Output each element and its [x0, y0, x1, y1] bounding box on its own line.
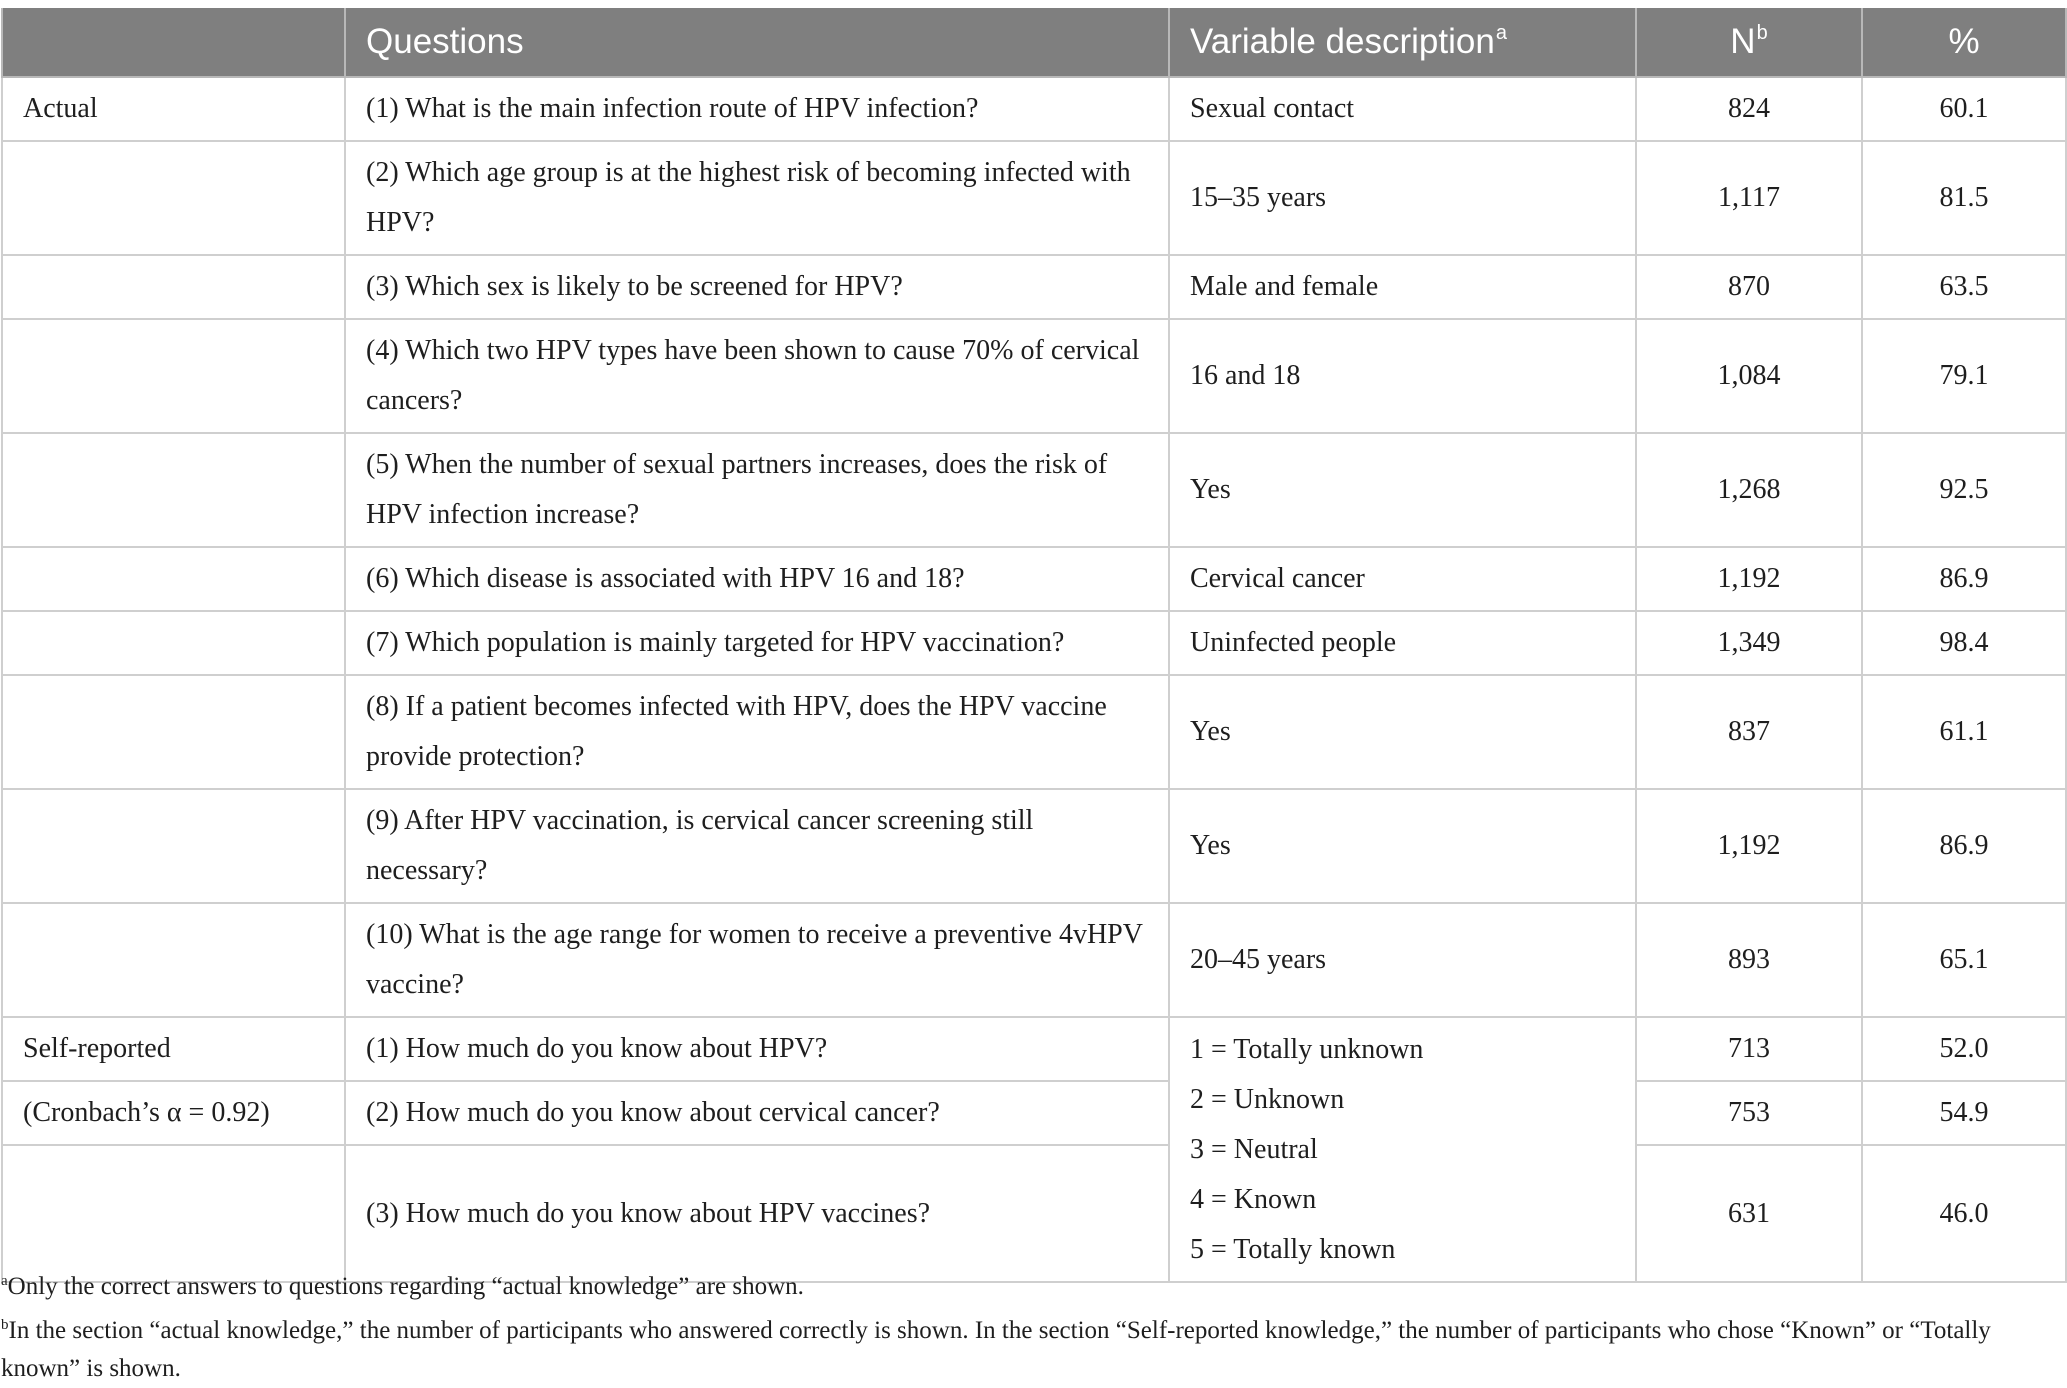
question-cell: (6) Which disease is associated with HPV 16 and 18? — [345, 547, 1169, 611]
answer-cell: 16 and 18 — [1169, 319, 1636, 433]
footnote-a — [1, 1262, 2061, 1306]
table-row — [2, 1017, 2066, 1081]
knowledge-table — [1, 8, 2067, 1283]
answer-cell: Cervical cancer — [1169, 547, 1636, 611]
answer-cell: 20–45 years — [1169, 903, 1636, 1017]
footnote-b-text: In the section “actual knowledge,” the number of participants who answered correctly is shown. In the section “Self-reported knowledge,” the number of participants who chose “Known” or “Totally known” is shown. — [1, 1317, 1991, 1382]
section-cell-empty — [2, 547, 345, 611]
n-cell: 1,268 — [1636, 433, 1862, 547]
n-cell: 713 — [1636, 1017, 1862, 1081]
scale-option: 5 = Totally known — [1190, 1234, 1396, 1265]
table-row — [2, 433, 2066, 547]
question-cell: (1) What is the main infection route of HPV infection? — [345, 77, 1169, 141]
header-questions: Questions — [345, 8, 1169, 77]
percent-cell: 60.1 — [1862, 77, 2066, 141]
n-cell: 631 — [1636, 1145, 1862, 1282]
section-cell-empty — [2, 789, 345, 903]
table-row — [2, 77, 2066, 141]
percent-cell: 86.9 — [1862, 547, 2066, 611]
n-cell: 870 — [1636, 255, 1862, 319]
header-n — [1636, 8, 1862, 77]
percent-cell: 79.1 — [1862, 319, 2066, 433]
scale-option: 4 = Known — [1190, 1184, 1317, 1215]
answer-cell: Uninfected people — [1169, 611, 1636, 675]
table-row — [2, 255, 2066, 319]
n-cell: 1,349 — [1636, 611, 1862, 675]
footnote-a-text: Only the correct answers to questions regarding “actual knowledge” are shown. — [7, 1273, 804, 1300]
header-variable-description — [1169, 8, 1636, 77]
scale-option: 1 = Totally unknown — [1190, 1034, 1424, 1065]
header-n-label: N — [1730, 22, 1756, 61]
question-cell: (10) What is the age range for women to receive a preventive 4vHPV vaccine? — [345, 903, 1169, 1017]
section-cell-empty — [2, 611, 345, 675]
section-cell-empty — [2, 255, 345, 319]
section-cell-empty — [2, 319, 345, 433]
table-row — [2, 547, 2066, 611]
percent-cell: 63.5 — [1862, 255, 2066, 319]
n-cell: 824 — [1636, 77, 1862, 141]
header-empty-cell — [2, 8, 345, 77]
footnote-b-mark: b — [1, 1317, 9, 1333]
scale-option: 3 = Neutral — [1190, 1134, 1318, 1165]
percent-cell: 92.5 — [1862, 433, 2066, 547]
question-cell: (4) Which two HPV types have been shown to cause 70% of cervical cancers? — [345, 319, 1169, 433]
n-cell: 837 — [1636, 675, 1862, 789]
table-row — [2, 789, 2066, 903]
n-cell: 1,192 — [1636, 547, 1862, 611]
section-sublabel-cronbach: (Cronbach’s α = 0.92) — [2, 1081, 345, 1145]
n-cell: 753 — [1636, 1081, 1862, 1145]
table-row — [2, 675, 2066, 789]
n-cell: 1,117 — [1636, 141, 1862, 255]
footnote-mark-b: b — [1756, 22, 1768, 44]
percent-cell: 98.4 — [1862, 611, 2066, 675]
answer-cell: 15–35 years — [1169, 141, 1636, 255]
table-row — [2, 141, 2066, 255]
question-cell: (1) How much do you know about HPV? — [345, 1017, 1169, 1081]
answer-cell: Yes — [1169, 675, 1636, 789]
response-scale-cell — [1169, 1017, 1636, 1282]
footnote-mark-a: a — [1495, 22, 1507, 44]
question-cell: (2) How much do you know about cervical cancer? — [345, 1081, 1169, 1145]
answer-cell: Sexual contact — [1169, 77, 1636, 141]
header-percent: % — [1862, 8, 2066, 77]
table-row — [2, 903, 2066, 1017]
answer-cell: Yes — [1169, 433, 1636, 547]
table-row — [2, 1081, 2066, 1145]
footnote-b — [1, 1306, 2061, 1388]
percent-cell: 52.0 — [1862, 1017, 2066, 1081]
section-cell-empty — [2, 141, 345, 255]
scale-option: 2 = Unknown — [1190, 1084, 1345, 1115]
percent-cell: 86.9 — [1862, 789, 2066, 903]
header-variable-description-label: Variable description — [1190, 22, 1495, 61]
section-label-self-reported: Self-reported — [2, 1017, 345, 1081]
question-cell: (9) After HPV vaccination, is cervical cancer screening still necessary? — [345, 789, 1169, 903]
percent-cell: 81.5 — [1862, 141, 2066, 255]
n-cell: 1,084 — [1636, 319, 1862, 433]
footnote-a-mark: a — [1, 1273, 8, 1289]
section-cell-empty — [2, 675, 345, 789]
percent-cell: 61.1 — [1862, 675, 2066, 789]
table-row — [2, 319, 2066, 433]
question-cell: (8) If a patient becomes infected with HPV, does the HPV vaccine provide protection? — [345, 675, 1169, 789]
question-cell: (2) Which age group is at the highest risk of becoming infected with HPV? — [345, 141, 1169, 255]
percent-cell: 65.1 — [1862, 903, 2066, 1017]
percent-cell: 54.9 — [1862, 1081, 2066, 1145]
percent-cell: 46.0 — [1862, 1145, 2066, 1282]
section-cell-empty — [2, 433, 345, 547]
question-cell: (3) Which sex is likely to be screened for HPV? — [345, 255, 1169, 319]
question-cell: (5) When the number of sexual partners increases, does the risk of HPV infection increase? — [345, 433, 1169, 547]
n-cell: 893 — [1636, 903, 1862, 1017]
table-row — [2, 611, 2066, 675]
section-cell-empty — [2, 903, 345, 1017]
answer-cell: Yes — [1169, 789, 1636, 903]
header-row — [2, 8, 2066, 77]
question-cell: (3) How much do you know about HPV vaccines? — [345, 1145, 1169, 1282]
table-footnotes — [1, 1262, 2061, 1388]
section-label-actual: Actual — [2, 77, 345, 141]
n-cell: 1,192 — [1636, 789, 1862, 903]
question-cell: (7) Which population is mainly targeted for HPV vaccination? — [345, 611, 1169, 675]
answer-cell: Male and female — [1169, 255, 1636, 319]
